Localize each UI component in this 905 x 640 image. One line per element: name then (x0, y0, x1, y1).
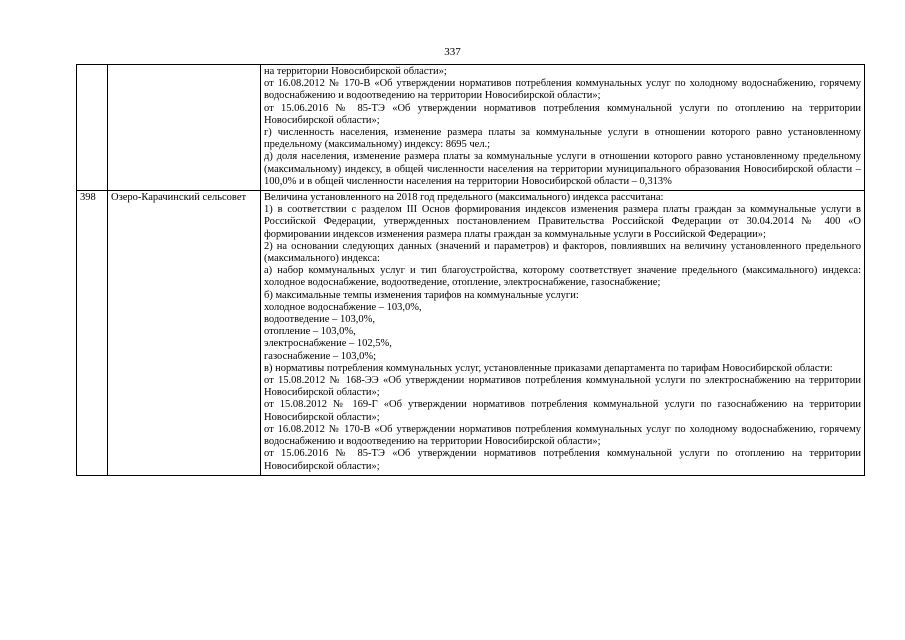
content-paragraph: от 15.08.2012 № 168-ЭЭ «Об утверждении нормативов потребления коммунальной услуги по электроснабжению на территории Новосибирской области»; (264, 375, 861, 399)
table-row (77, 191, 865, 476)
content-paragraph: холодное водоснабжение – 103,0%, (264, 301, 422, 313)
row-name-cell (108, 65, 261, 191)
content-paragraph: д) доля населения, изменение размера платы за коммунальные услуги в отношении которого равно установленному предельному (максимальному) индексу, в общей численности населения на территории муниципального образования Новосибирской области – 100,0% и в общей численности населения на территории Новосибирской области – 0,313% (264, 151, 861, 187)
content-paragraph: отопление – 103,0%, (264, 326, 356, 338)
row-content-cell (261, 191, 865, 476)
content-paragraph: Величина установленного на 2018 год предельного (максимального) индекса рассчитана: (264, 192, 664, 204)
content-paragraph: электроснабжение – 102,5%, (264, 338, 392, 350)
document-table (76, 64, 865, 476)
content-paragraph: от 16.08.2012 № 170-В «Об утверждении нормативов потребления коммунальных услуг по холодному водоснабжению, горячему водоснабжению и водоотведению на территории Новосибирской области»; (264, 423, 861, 448)
content-paragraph: б) максимальные темпы изменения тарифов на коммунальные услуги: (264, 289, 579, 301)
content-paragraph: газоснабжение – 103,0%; (264, 350, 377, 362)
content-paragraph: а) набор коммунальных услуг и тип благоустройства, которому соответствует значение предельного (максимального) индекса: холодное водоснабжение, водоотведение, отопление, электроснабжение, газоснабжение; (264, 265, 861, 289)
content-paragraph: 2) на основании следующих данных (значений и параметров) и факторов, повлиявших на величину установленного предельного (максимального) индекса: (264, 240, 861, 265)
content-paragraph: от 16.08.2012 № 170-В «Об утверждении нормативов потребления коммунальных услуг по холодному водоснабжению, горячему водоснабжению и водоотведению на территории Новосибирской области»; (264, 78, 861, 102)
content-paragraph: от 15.06.2016 № 85-ТЭ «Об утверждении нормативов потребления коммунальной услуги по отоплению на территории Новосибирской области»; (264, 102, 861, 126)
content-paragraph: от 15.06.2016 № 85-ТЭ «Об утверждении нормативов потребления коммунальной услуги по отоплению на территории Новосибирской области»; (264, 448, 861, 472)
row-number-cell (77, 65, 108, 191)
content-paragraph: 1) в соответствии с разделом III Основ формирования индексов изменения размера платы граждан за коммунальные услуги в Российской Федерации, утвержденных постановлением Правительства Российской Федерации от 30.04.2014 № 400 «О формировании индексов изменения размера платы граждан за коммунальные услуги в Российской Федерации»; (264, 204, 861, 240)
row-content-cell (261, 65, 865, 191)
content-paragraph: на территории Новосибирской области»; (264, 66, 447, 77)
table-row (77, 65, 865, 191)
content-paragraph: г) численность населения, изменение размера платы за коммунальные услуги в отношении которого равно установленному предельному (максимальному) индексу: 8695 чел.; (264, 127, 861, 151)
row-number-cell: 398 (77, 191, 108, 476)
row-name-cell: Озеро-Карачинский сельсовет (108, 191, 261, 476)
content-paragraph: от 15.08.2012 № 169-Г «Об утверждении нормативов потребления коммунальной услуги по газоснабжению на территории Новосибирской области»; (264, 399, 861, 423)
page-number: 337 (444, 46, 461, 58)
content-paragraph: в) нормативы потребления коммунальных услуг, установленные приказами департамента по тарифам Новосибирской области: (264, 362, 833, 374)
content-paragraph: водоотведение – 103,0%, (264, 314, 375, 326)
